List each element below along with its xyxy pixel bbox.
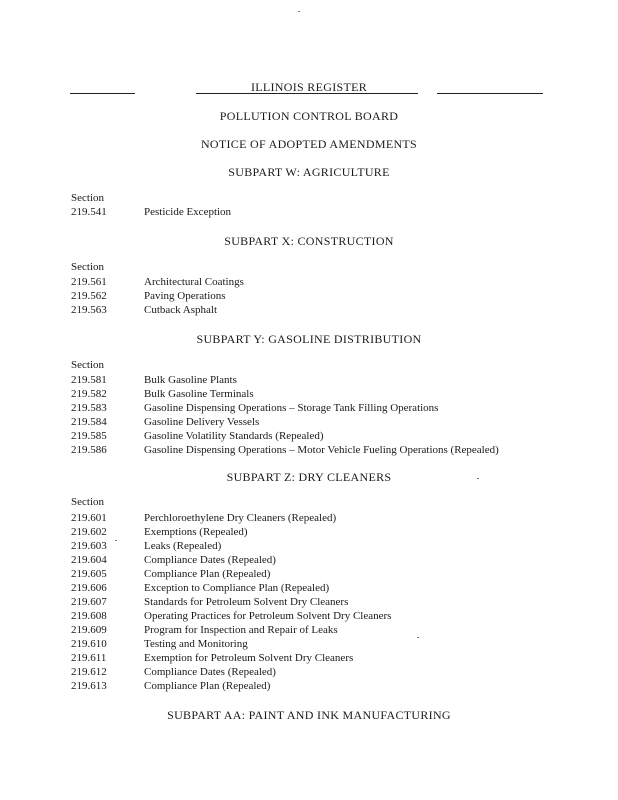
section-entry xyxy=(71,525,248,539)
section-title: Exception to Compliance Plan (Repealed) xyxy=(144,582,330,594)
section-title: Gasoline Dispensing Operations – Storage Tank Filling Operations xyxy=(144,402,439,414)
section-title: Bulk Gasoline Terminals xyxy=(144,388,254,400)
section-number: 219.563 xyxy=(71,304,107,316)
section-entry xyxy=(71,679,270,693)
section-title: Standards for Petroleum Solvent Dry Cleaners xyxy=(144,596,349,608)
section-number: 219.611 xyxy=(71,652,107,664)
section-title: Architectural Coatings xyxy=(144,276,244,288)
section-entry xyxy=(71,373,237,387)
section-number: 219.586 xyxy=(71,444,107,456)
scan-speck xyxy=(477,478,479,479)
section-title: Compliance Dates (Repealed) xyxy=(144,554,276,566)
section-entry xyxy=(71,387,254,401)
section-number: 219.609 xyxy=(71,624,107,636)
section-entry xyxy=(71,511,336,525)
section-entry xyxy=(71,595,348,609)
section-title: Gasoline Volatility Standards (Repealed) xyxy=(144,430,324,442)
section-entry xyxy=(71,415,259,429)
scan-speck xyxy=(115,540,117,541)
scan-speck xyxy=(298,11,300,12)
section-title: Perchloroethylene Dry Cleaners (Repealed) xyxy=(144,512,337,524)
section-number: 219.610 xyxy=(71,638,107,650)
notice-title: NOTICE OF ADOPTED AMENDMENTS xyxy=(200,137,418,151)
section-entry xyxy=(71,637,248,651)
section-entry xyxy=(71,553,276,567)
section-entry xyxy=(71,443,499,457)
section-number: 219.583 xyxy=(71,402,107,414)
section-number: 219.605 xyxy=(71,568,107,580)
section-title: Compliance Plan (Repealed) xyxy=(144,680,271,692)
subpart-z-heading: SUBPART Z: DRY CLEANERS xyxy=(226,470,392,484)
section-title: Leaks (Repealed) xyxy=(144,540,222,552)
section-entry xyxy=(71,205,231,219)
agency-name: POLLUTION CONTROL BOARD xyxy=(219,109,399,123)
subpart-w-heading: SUBPART W: AGRICULTURE xyxy=(228,165,390,179)
subpart-x-heading: SUBPART X: CONSTRUCTION xyxy=(224,234,394,248)
section-number: 219.581 xyxy=(71,374,107,386)
section-number: 219.582 xyxy=(71,388,107,400)
section-number: 219.612 xyxy=(71,666,107,678)
subpart-x-section-label: Section xyxy=(71,261,104,273)
subpart-aa-heading: SUBPART AA: PAINT AND INK MANUFACTURING xyxy=(167,708,451,722)
section-number: 219.613 xyxy=(71,680,107,692)
section-entry xyxy=(71,651,353,665)
section-entry xyxy=(71,401,438,415)
section-title: Cutback Asphalt xyxy=(144,304,218,316)
section-entry xyxy=(71,539,221,553)
section-entry xyxy=(71,429,324,443)
section-title: Operating Practices for Petroleum Solvent Dry Cleaners xyxy=(144,610,392,622)
section-number: 219.607 xyxy=(71,596,107,608)
section-title: Exemptions (Repealed) xyxy=(144,526,248,538)
section-entry xyxy=(71,609,391,623)
section-title: Gasoline Dispensing Operations – Motor Vehicle Fueling Operations (Repealed) xyxy=(144,444,499,456)
subpart-w-section-label: Section xyxy=(71,192,104,204)
section-number: 219.608 xyxy=(71,610,107,622)
section-entry xyxy=(71,623,338,637)
section-entry xyxy=(71,275,244,289)
section-title: Paving Operations xyxy=(144,290,226,302)
section-title: Exemption for Petroleum Solvent Dry Cleaners xyxy=(144,652,354,664)
section-number: 219.584 xyxy=(71,416,107,428)
section-entry xyxy=(71,581,329,595)
section-number: 219.601 xyxy=(71,512,107,524)
section-number: 219.541 xyxy=(71,206,107,218)
section-number: 219.585 xyxy=(71,430,107,442)
section-entry xyxy=(71,567,270,581)
section-number: 219.562 xyxy=(71,290,107,302)
section-entry xyxy=(71,665,276,679)
section-title: Compliance Dates (Repealed) xyxy=(144,666,276,678)
section-title: Pesticide Exception xyxy=(144,206,232,218)
register-title: ILLINOIS REGISTER xyxy=(250,80,368,94)
scan-speck xyxy=(417,637,419,638)
section-number: 219.561 xyxy=(71,276,107,288)
subpart-y-section-label: Section xyxy=(71,359,104,371)
section-entry xyxy=(71,303,217,317)
subpart-y-heading: SUBPART Y: GASOLINE DISTRIBUTION xyxy=(196,332,422,346)
subpart-z-section-label: Section xyxy=(71,496,104,508)
section-title: Testing and Monitoring xyxy=(144,638,248,650)
section-title: Bulk Gasoline Plants xyxy=(144,374,237,386)
section-number: 219.606 xyxy=(71,582,107,594)
section-number: 219.603 xyxy=(71,540,107,552)
section-entry xyxy=(71,289,226,303)
section-title: Compliance Plan (Repealed) xyxy=(144,568,271,580)
section-number: 219.602 xyxy=(71,526,107,538)
section-title: Gasoline Delivery Vessels xyxy=(144,416,260,428)
section-number: 219.604 xyxy=(71,554,107,566)
section-title: Program for Inspection and Repair of Leaks xyxy=(144,624,338,636)
